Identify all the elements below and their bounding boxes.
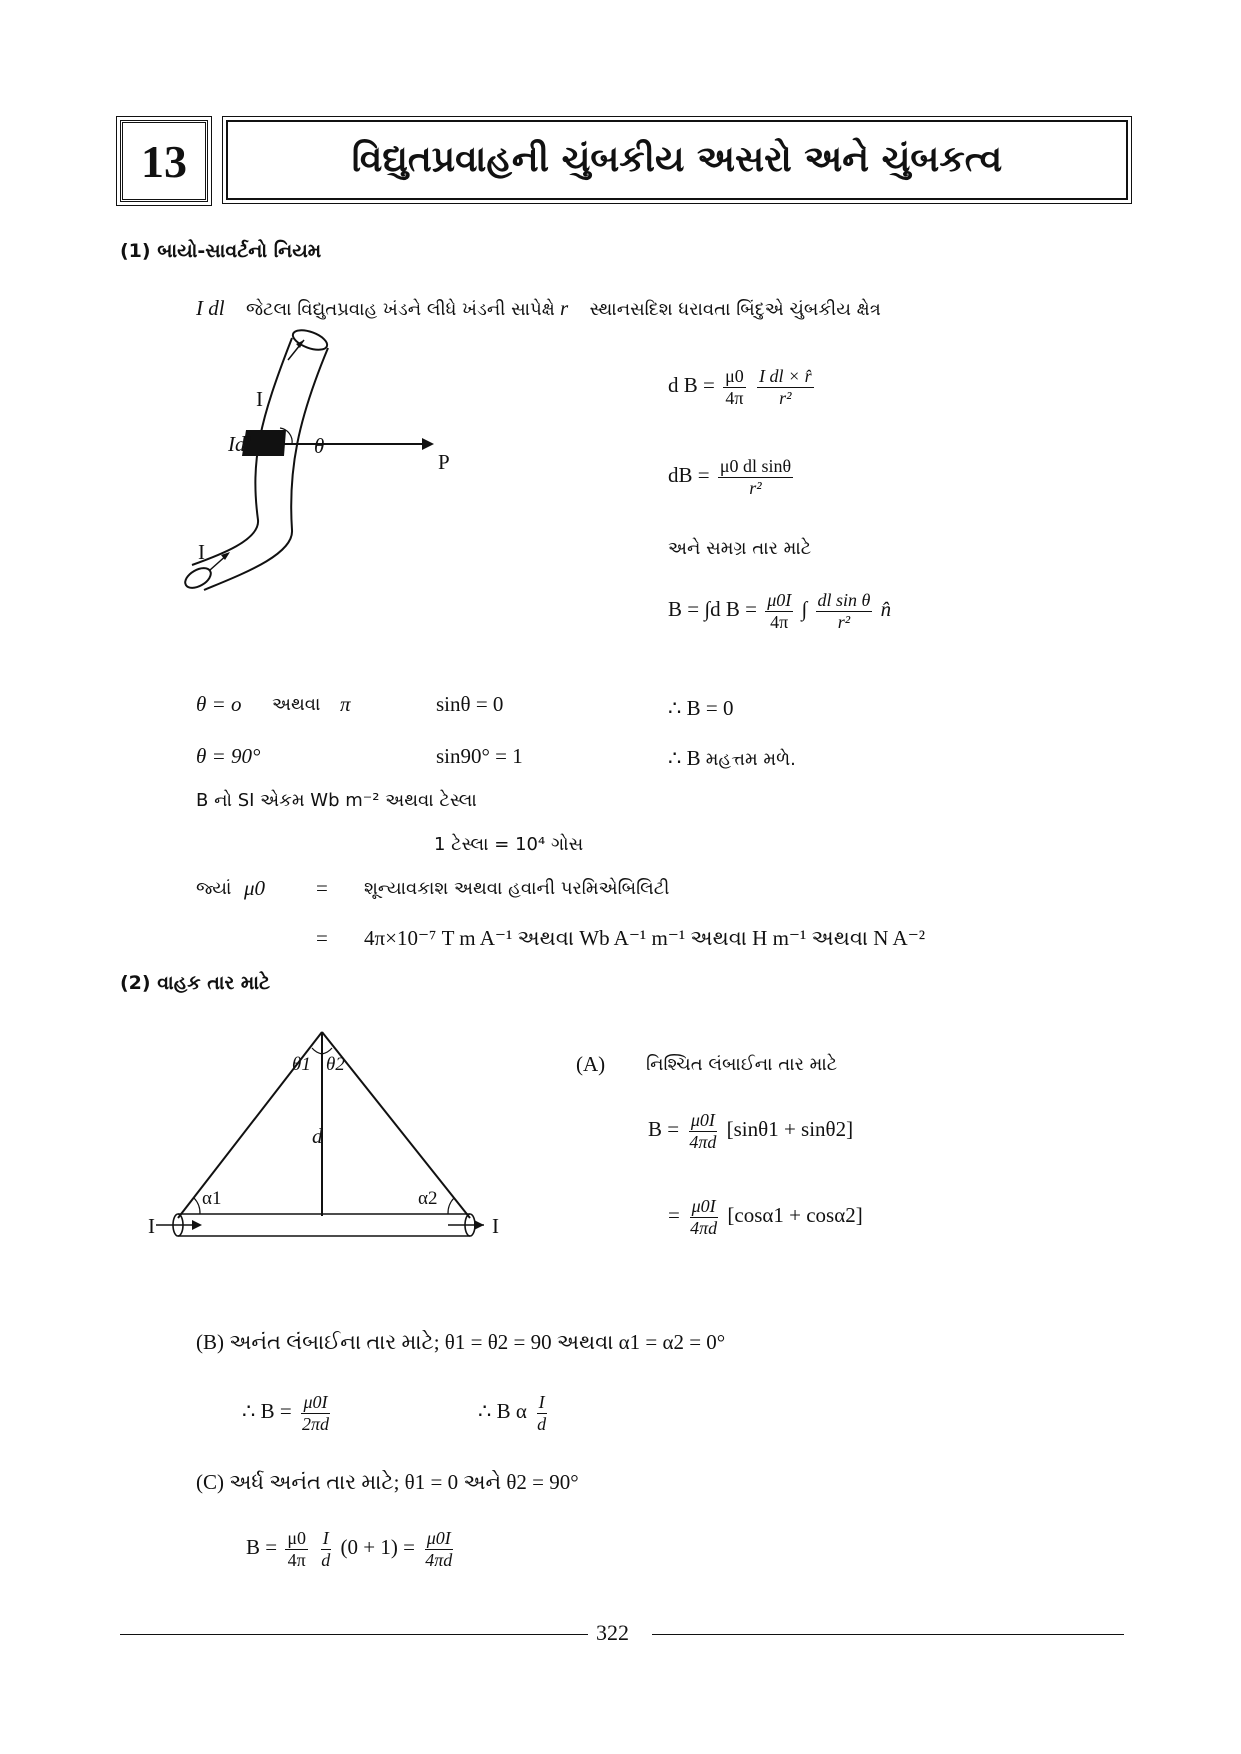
biot-savart-scalar-eq: dB = $\frac{\text{μ0 dl sinθ}}{\text{r²}}$ bbox=[668, 456, 792, 498]
chapter-title-box bbox=[226, 120, 1128, 200]
chapter-title: વિદ્યુતપ્રવાહની ચુંબકીય અસરો અને ચુંબકત્વ bbox=[351, 139, 1003, 180]
page-number: 322 bbox=[596, 1620, 629, 1645]
r-vector-symbol: r⃗ bbox=[559, 296, 585, 320]
case-A-eq1: B = $\frac{\mu 0I}{4\pi d}$ [sinθ1 + sinθ2] bbox=[648, 1110, 854, 1152]
case-C-eq: B = $\frac{\mu 0}{4\pi}$ $\frac{I}{d}$ (0 + 1) = $\frac{\mu 0I}{4\pi d}$ bbox=[246, 1528, 453, 1570]
case-B-eq2: ∴ B α $\frac{I}{d}$ bbox=[478, 1392, 547, 1434]
mu0-value: 4π×10⁻⁷ T m A⁻¹ અથવા Wb A⁻¹ m⁻¹ અથવા H m⁻¹ અથવા N A⁻² bbox=[364, 926, 926, 950]
idl-symbol: I dl⃗ bbox=[196, 296, 241, 320]
equals-sign-1: = bbox=[316, 876, 328, 900]
biot-savart-figure bbox=[180, 320, 460, 600]
where-label: જ્યાં bbox=[196, 878, 232, 899]
fig2-label-d: d bbox=[312, 1124, 323, 1148]
footer-rule-right bbox=[652, 1634, 1124, 1635]
intro-text: જેટલા વિદ્યુતપ્રવાહ ખંડને લીધે ખંડની સાપેક્ષે bbox=[246, 299, 555, 320]
row1-sin: sinθ = 0 bbox=[436, 692, 504, 716]
fig2-label-I-right: I bbox=[492, 1214, 499, 1238]
section2-heading: (2) વાહક તાર માટે bbox=[120, 972, 271, 994]
fig2-label-alpha2: α2 bbox=[418, 1188, 438, 1209]
row1-pi: π bbox=[340, 692, 351, 716]
fig2-label-alpha1: α1 bbox=[202, 1188, 222, 1209]
mu0-symbol: μ0 bbox=[244, 876, 266, 900]
fig1-label-I-top: I bbox=[256, 387, 263, 411]
case-A-label: (A) bbox=[576, 1052, 606, 1076]
row1-or: અથવા bbox=[272, 694, 321, 715]
fig1-label-theta: θ bbox=[314, 434, 325, 458]
fig1-label-idl: Idl bbox=[228, 432, 252, 456]
row1-result: ∴ B = 0 bbox=[668, 696, 734, 720]
row1-theta: θ = o bbox=[196, 692, 242, 716]
chapter-number: 13 bbox=[141, 135, 187, 187]
case-C-text: (C) અર્ધ અનંત તાર માટે; θ1 = 0 અને θ2 = 90° bbox=[196, 1470, 579, 1494]
intro-line bbox=[196, 296, 881, 321]
case-B-text: (B) અનંત લંબાઈના તાર માટે; θ1 = θ2 = 90 અથવા α1 = α2 = 0° bbox=[196, 1330, 726, 1354]
biot-savart-vector-eq: d B = $\frac{\mu 0}{4\pi}$ $\frac{\text{I dl × r̂}}{\text{r²}}$ bbox=[668, 366, 812, 408]
whole-wire-eq: B = ∫d B = $\frac{\mu 0I}{4\pi}$ ∫ $\frac{\text{dl sin θ}}{\text{r²}}$ n̂ bbox=[668, 590, 892, 632]
row2-sin: sin90° = 1 bbox=[436, 744, 523, 768]
case-B-eq1: ∴ B = $\frac{\mu 0I}{2\pi d}$ bbox=[242, 1392, 329, 1434]
chapter-number-box bbox=[120, 120, 208, 202]
equals-sign-2: = bbox=[316, 926, 328, 950]
row2-result: ∴ B મહત્તમ મળે. bbox=[668, 746, 796, 770]
fig2-label-theta1: θ1 bbox=[292, 1054, 311, 1075]
si-unit-line: B નો SI એકમ Wb m⁻² અથવા ટેસ્લા bbox=[196, 790, 477, 811]
row2-theta: θ = 90° bbox=[196, 744, 261, 768]
tesla-gauss-line: 1 ટેસ્લા = 10⁴ ગોસ bbox=[434, 834, 584, 855]
footer-rule-left bbox=[120, 1634, 588, 1635]
case-A-eq2: = $\frac{\mu 0I}{4\pi d}$ [cosα1 + cosα2] bbox=[668, 1196, 863, 1238]
section1-heading: (1) બાયો-સાવર્ટનો નિયમ bbox=[120, 240, 322, 262]
case-A-text: નિશ્ચિત લંબાઈના તાર માટે bbox=[646, 1054, 838, 1075]
fig1-label-I-bottom: I bbox=[198, 540, 205, 564]
mu0-description: શૂન્યાવકાશ અથવા હવાની પરમિએબિલિટી bbox=[364, 878, 670, 899]
whole-wire-text: અને સમગ્ર તાર માટે bbox=[668, 538, 812, 559]
fig2-label-I-left: I bbox=[148, 1214, 155, 1238]
intro-text2: સ્થાનસદિશ ધરાવતા બિંદુએ ચુંબકીય ક્ષેત્ર bbox=[589, 299, 881, 320]
fig1-label-P: P bbox=[438, 450, 450, 474]
fig2-label-theta2: θ2 bbox=[326, 1054, 345, 1075]
